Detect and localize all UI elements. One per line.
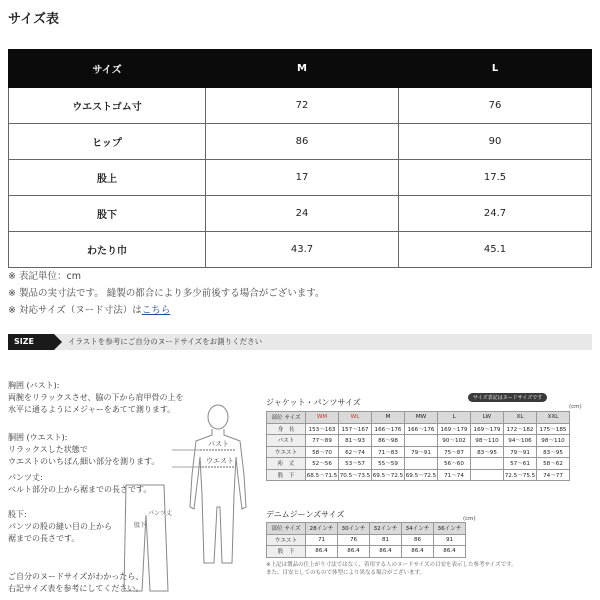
- cell: 52〜56: [306, 458, 339, 470]
- table-row: [267, 534, 466, 546]
- fig-waist-label: ウエスト: [206, 457, 234, 465]
- inseam-text: パンツの股の縫い目の上から: [8, 522, 112, 531]
- cell: 58〜70: [306, 446, 339, 458]
- row-label: ヒップ: [9, 124, 206, 160]
- jacket-unit: (cm): [569, 404, 582, 410]
- pants-title: パンツ丈:: [8, 473, 43, 482]
- table-row: [267, 412, 570, 424]
- size-col: WL: [339, 412, 372, 424]
- cell: 86.4: [338, 546, 370, 558]
- size-header: サイズ: [9, 50, 206, 88]
- cell: [471, 458, 504, 470]
- value-l: 45.1: [399, 232, 592, 268]
- denim-table: [266, 522, 466, 558]
- pants-figure: [124, 485, 168, 591]
- size-header-m: M: [206, 50, 399, 88]
- note-unit: ※ 表記単位：cm: [8, 271, 81, 282]
- table-row: [267, 458, 570, 470]
- footnote-text: ※上記は製品の仕上がり寸法ではなく、着用する人のヌードサイズの目安を表示した参考サイズです。: [266, 562, 517, 568]
- value-m: 24: [206, 196, 399, 232]
- row-label: 股下: [9, 196, 206, 232]
- cell: 75〜87: [438, 446, 471, 458]
- cell: 71〜74: [438, 469, 471, 481]
- cell: 56〜60: [438, 458, 471, 470]
- cell: [405, 435, 438, 447]
- cell: 71〜83: [372, 446, 405, 458]
- guide-footer-text: 右記サイズ表を参考にしてください。: [8, 584, 144, 593]
- table-row: [267, 446, 570, 458]
- value-l: 76: [399, 88, 592, 124]
- cell: [471, 469, 504, 481]
- footnote-text: また、目安としてのもので体型により異なる場合がございます。: [266, 570, 426, 576]
- cell: [405, 458, 438, 470]
- table-row: [267, 523, 466, 535]
- cell: 62〜74: [339, 446, 372, 458]
- cell: 86.4: [402, 546, 434, 558]
- size-col: 30インチ: [338, 523, 370, 535]
- table-row: [9, 88, 592, 124]
- size-col: MW: [405, 412, 438, 424]
- value-l: 90: [399, 124, 592, 160]
- cell: 72.5〜75.5: [504, 469, 537, 481]
- cell: 77〜89: [306, 435, 339, 447]
- value-m: 17: [206, 160, 399, 196]
- size-guide-banner: [8, 334, 592, 350]
- denim-title: デニムジーンズサイズ: [266, 510, 345, 519]
- cell: 71: [306, 534, 338, 546]
- inseam-text: 裾までの長さです。: [8, 534, 80, 543]
- value-m: 86: [206, 124, 399, 160]
- cell: 169〜179: [471, 423, 504, 435]
- cell: 90〜102: [438, 435, 471, 447]
- cell: 69.5〜72.5: [372, 469, 405, 481]
- size-col: WM: [306, 412, 339, 424]
- nude-size-link[interactable]: こちら: [141, 305, 171, 316]
- cell: 86.4: [306, 546, 338, 558]
- cell: 58〜62: [537, 458, 570, 470]
- size-header-l: L: [399, 50, 592, 88]
- cell: 91: [434, 534, 466, 546]
- bust-title: 胸囲 (バスト):: [8, 381, 60, 390]
- size-col: LW: [471, 412, 504, 424]
- table-row: [267, 546, 466, 558]
- jacket-title: ジャケット・パンツサイズ: [266, 398, 361, 407]
- table-row: [9, 124, 592, 160]
- row-label: 股 下: [267, 469, 306, 481]
- cell: 166〜176: [372, 423, 405, 435]
- denim-table-wrap: [266, 522, 466, 558]
- size-table-header: [9, 50, 592, 88]
- guide-footer-text: ご自分のヌードサイズがわかったら、: [8, 572, 144, 581]
- size-col: XXL: [537, 412, 570, 424]
- cell: 153〜163: [306, 423, 339, 435]
- cell: 86〜98: [372, 435, 405, 447]
- size-col: L: [438, 412, 471, 424]
- cell: 69.5〜72.5: [405, 469, 438, 481]
- header-part-size: 部位 サイズ: [267, 412, 306, 424]
- value-l: 17.5: [399, 160, 592, 196]
- cell: 55〜59: [372, 458, 405, 470]
- size-col: 32インチ: [370, 523, 402, 535]
- row-label: 股 下: [267, 546, 306, 558]
- note-nude-size: [8, 302, 324, 319]
- cell: 79〜91: [405, 446, 438, 458]
- cell: 76: [338, 534, 370, 546]
- bust-text: 水平に通るようにメジャーをあてて測ります。: [8, 405, 176, 414]
- nude-size-badge: サイズ表記はヌードサイズです: [468, 393, 547, 402]
- denim-unit: (cm): [463, 516, 476, 522]
- table-row: [9, 232, 592, 268]
- fig-pants-label: パンツ丈: [148, 510, 173, 517]
- inseam-title: 股下:: [8, 510, 27, 519]
- cell: 53〜57: [339, 458, 372, 470]
- jacket-size-chart: [266, 397, 361, 411]
- waist-text: リラックスした状態で: [8, 445, 88, 454]
- value-m: 43.7: [206, 232, 399, 268]
- table-row: [267, 469, 570, 481]
- inseam-guide: [8, 509, 112, 545]
- note-nude-size-text: ※ 対応サイズ（ヌード寸法）は: [8, 305, 142, 316]
- banner-text: イラストを参考にご自分のヌードサイズをお測りください: [68, 337, 263, 346]
- cell: 169〜179: [438, 423, 471, 435]
- cell: 172〜182: [504, 423, 537, 435]
- cell: 98〜110: [537, 435, 570, 447]
- cell: 94〜106: [504, 435, 537, 447]
- cell: 175〜185: [537, 423, 570, 435]
- body-illustration: [120, 395, 260, 595]
- size-col: 28インチ: [306, 523, 338, 535]
- size-tag: SIZE: [8, 334, 54, 350]
- size-col: 36インチ: [434, 523, 466, 535]
- row-label: 股上: [9, 160, 206, 196]
- cell: 86.4: [370, 546, 402, 558]
- note-measurement: ※ 製品の実寸法です。 縫製の都合により多少前後する場合がございます。: [8, 288, 325, 299]
- cell: 157〜167: [339, 423, 372, 435]
- size-col: 34インチ: [402, 523, 434, 535]
- size-col: XL: [504, 412, 537, 424]
- cell: 83〜95: [471, 446, 504, 458]
- row-label: バスト: [267, 435, 306, 447]
- cell: 166〜176: [405, 423, 438, 435]
- value-l: 24.7: [399, 196, 592, 232]
- cell: 83〜95: [537, 446, 570, 458]
- pants-text: ベルト部分の上から裾までの長さです。: [8, 485, 152, 494]
- cell: 70.5〜73.5: [339, 469, 372, 481]
- table-row: [9, 196, 592, 232]
- cell: 79〜91: [504, 446, 537, 458]
- row-label: ウエスト: [267, 446, 306, 458]
- cell: 81: [370, 534, 402, 546]
- row-label: 身 長: [267, 423, 306, 435]
- jacket-table-wrap: [266, 411, 570, 481]
- notes: [8, 268, 324, 319]
- waist-text: ウエストのいちばん細い部分を測ります。: [8, 457, 160, 466]
- cell: 86: [402, 534, 434, 546]
- fig-inseam-label: 股下: [134, 522, 147, 529]
- cell: 86.4: [434, 546, 466, 558]
- row-label: ウエスト: [267, 534, 306, 546]
- fig-bust-label: バスト: [208, 440, 229, 448]
- cell: 68.5〜71.5: [306, 469, 339, 481]
- size-col: M: [372, 412, 405, 424]
- header-part-size: 部位 サイズ: [267, 523, 306, 535]
- cell: 74〜77: [537, 469, 570, 481]
- cell: 98〜110: [471, 435, 504, 447]
- waist-title: 胴囲 (ウエスト):: [8, 433, 68, 442]
- table-row: [267, 435, 570, 447]
- size-table: [8, 49, 592, 268]
- table-row: [267, 423, 570, 435]
- jacket-table: [266, 411, 570, 481]
- value-m: 72: [206, 88, 399, 124]
- bust-text: 両腕をリラックスさせ、脇の下から肩甲骨の上を: [8, 393, 184, 402]
- page-title: サイズ表: [8, 12, 59, 27]
- chart-footnote: [266, 561, 517, 577]
- row-label: 裄 丈: [267, 458, 306, 470]
- denim-size-chart: [266, 509, 344, 523]
- cell: 81〜93: [339, 435, 372, 447]
- cell: 57〜61: [504, 458, 537, 470]
- row-label: ウエストゴム寸: [9, 88, 206, 124]
- body-figure: [190, 405, 246, 563]
- row-label: わたり巾: [9, 232, 206, 268]
- table-row: [9, 160, 592, 196]
